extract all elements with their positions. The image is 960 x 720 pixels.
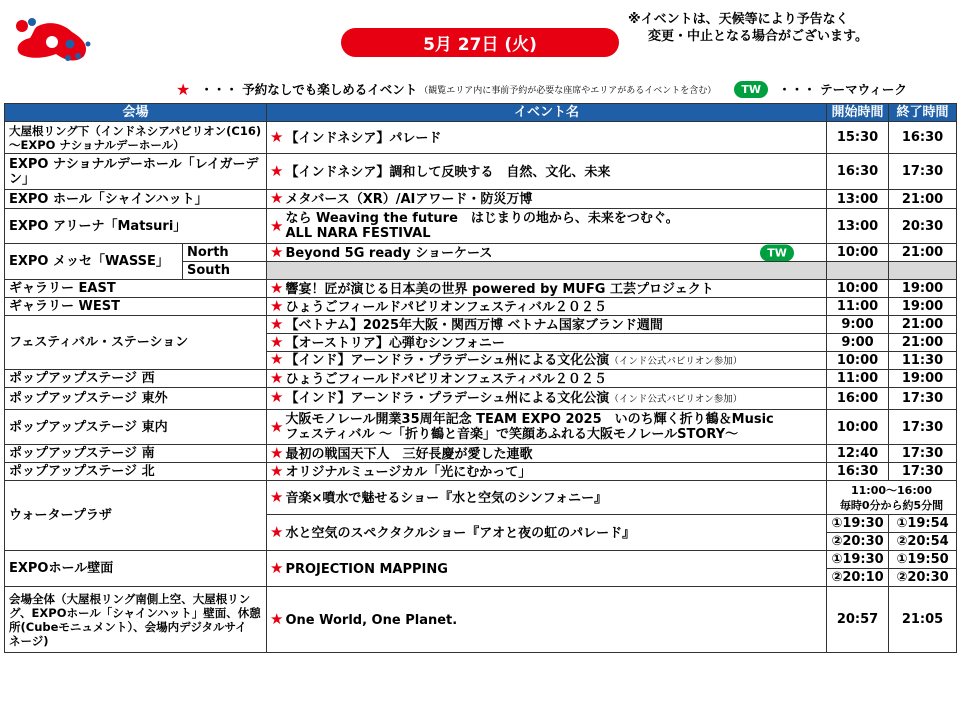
header-row — [5, 104, 957, 122]
time-range-line-2: 毎時0分から約5分間 — [839, 498, 944, 512]
event-cell — [267, 316, 827, 334]
event-cell — [267, 334, 827, 352]
end-time: 19:00 — [889, 298, 957, 316]
start-time: 13:00 — [827, 190, 889, 209]
table-row — [5, 244, 957, 262]
start-time: ①19:30 — [827, 515, 889, 533]
event-cell — [267, 209, 827, 244]
time-range-line-1: 11:00～16:00 — [851, 483, 933, 497]
table-row — [5, 410, 957, 445]
legend-tw-text: ・・・ テーマウィーク — [778, 82, 907, 97]
venue-cell: 会場全体（大屋根リング南側上空、大屋根リング、EXPOホール「シャインハット」壁面、休憩所(Cubeモニュメント）、会場内デジタルサイ ネージ) — [5, 587, 267, 653]
event-cell — [267, 410, 827, 445]
event-note: （インド公式パビリオン参加） — [609, 394, 743, 405]
start-time: 11:00 — [827, 298, 889, 316]
end-time: 21:00 — [889, 190, 957, 209]
start-time: ②20:10 — [827, 569, 889, 587]
event-name: Beyond 5G ready ショーケース — [285, 245, 493, 261]
star-icon: ★ — [270, 351, 284, 368]
date-badge: 5月 27日 (火) — [341, 28, 619, 57]
star-icon: ★ — [176, 79, 191, 99]
star-icon: ★ — [270, 297, 284, 315]
star-icon: ★ — [270, 609, 284, 628]
venue-cell: ポップアップステージ 南 — [5, 445, 267, 463]
end-time: 20:30 — [889, 209, 957, 244]
start-time: 10:00 — [827, 244, 889, 262]
venue-cell: ポップアップステージ 東内 — [5, 410, 267, 445]
empty-cell — [827, 262, 889, 280]
start-time: 9:00 — [827, 316, 889, 334]
star-icon: ★ — [270, 369, 284, 387]
start-time: 15:30 — [827, 122, 889, 154]
event-name: ひょうごフィールドパビリオンフェスティバル２０２５ — [285, 299, 607, 315]
star-icon: ★ — [270, 216, 284, 235]
start-time: 9:00 — [827, 334, 889, 352]
sub-venue-north: North — [183, 244, 267, 262]
event-name: 音楽×噴水で魅せるショー『水と空気のシンフォニー』 — [285, 490, 608, 506]
sub-venue-south: South — [183, 262, 267, 280]
event-name-line-1: なら Weaving the future はじまりの地から、未来をつむぐ。 — [285, 211, 679, 226]
event-cell — [267, 154, 827, 190]
venue-cell: ギャラリー WEST — [5, 298, 267, 316]
end-time: 16:30 — [889, 122, 957, 154]
event-cell — [267, 122, 827, 154]
star-icon: ★ — [270, 243, 284, 261]
table-row — [5, 154, 957, 190]
event-name: 【ベトナム】2025年大阪・関西万博 ベトナム国家ブランド週間 — [285, 317, 663, 333]
table-row — [5, 587, 957, 653]
event-name: 【インド】アーンドラ・プラデーシュ州による文化公演 — [285, 391, 610, 406]
table-row — [5, 370, 957, 388]
event-cell — [267, 481, 827, 515]
start-time: 13:00 — [827, 209, 889, 244]
end-time: 21:05 — [889, 587, 957, 653]
header-event: イベント名 — [267, 104, 827, 122]
end-time: 17:30 — [889, 410, 957, 445]
event-cell — [267, 587, 827, 653]
venue-cell: フェスティバル・ステーション — [5, 316, 267, 370]
star-icon: ★ — [270, 444, 284, 462]
event-name: 【インド】アーンドラ・プラデーシュ州による文化公演 — [285, 353, 610, 368]
star-icon: ★ — [270, 161, 284, 180]
event-cell — [267, 370, 827, 388]
event-cell — [267, 244, 827, 262]
event-cell — [267, 190, 827, 209]
end-time: 17:30 — [889, 154, 957, 190]
event-name-line-1: 大阪モノレール開業35周年記念 TEAM EXPO 2025 いのち輝く折り鶴＆Music — [285, 412, 774, 427]
end-time: 19:00 — [889, 370, 957, 388]
legend-star-text: ・・・ 予約なしでも楽しめるイベント — [200, 82, 418, 97]
event-name: 響宴！匠が演じる日本美の世界 powered by MUFG 工芸プロジェクト — [285, 281, 714, 297]
start-time: 10:00 — [827, 410, 889, 445]
venue-cell: EXPO アリーナ「Matsuri」 — [5, 209, 267, 244]
venue-cell: EXPOホール壁面 — [5, 551, 267, 587]
event-cell — [267, 280, 827, 298]
start-time: 16:30 — [827, 463, 889, 481]
start-time: 10:00 — [827, 280, 889, 298]
venue-cell: ギャラリー EAST — [5, 280, 267, 298]
event-name: 【オーストリア】心弾むシンフォニー — [285, 335, 505, 351]
venue-cell: ウォータープラザ — [5, 481, 267, 551]
venue-cell: EXPO メッセ「WASSE」 — [5, 244, 183, 280]
event-cell — [267, 515, 827, 551]
venue-cell: 大屋根リング下（インドネシアパビリオン(C16)～EXPO ナショナルデーホール） — [5, 122, 267, 154]
event-cell — [267, 463, 827, 481]
event-cell — [267, 388, 827, 410]
star-icon: ★ — [270, 417, 284, 436]
star-icon: ★ — [270, 333, 284, 351]
table-row — [5, 316, 957, 334]
start-time: ②20:30 — [827, 533, 889, 551]
star-icon: ★ — [270, 558, 284, 577]
end-time: 17:30 — [889, 388, 957, 410]
start-time: 16:30 — [827, 154, 889, 190]
end-time: ②20:30 — [889, 569, 957, 587]
star-icon: ★ — [270, 522, 284, 541]
theme-week-badge: TW — [734, 81, 768, 98]
table-row — [5, 481, 957, 515]
end-time: ②20:54 — [889, 533, 957, 551]
event-cell — [267, 445, 827, 463]
event-name: 【インドネシア】パレード — [285, 130, 442, 146]
legend — [176, 78, 936, 100]
end-time: 11:30 — [889, 352, 957, 370]
event-cell — [267, 551, 827, 587]
event-name: One World, One Planet. — [285, 612, 458, 628]
table-row — [5, 551, 957, 569]
event-name: オリジナルミュージカル「光にむかって」 — [285, 464, 532, 480]
header-end: 終了時間 — [889, 104, 957, 122]
venue-cell: EXPO ホール「シャインハット」 — [5, 190, 267, 209]
table-row — [5, 298, 957, 316]
event-cell — [267, 352, 827, 370]
table-row — [5, 122, 957, 154]
end-time: 21:00 — [889, 316, 957, 334]
table-row — [5, 463, 957, 481]
event-name-line-2: フェスティバル ～「折り鶴と音楽」で笑顔あふれる大阪モノレールSTORY～ — [285, 427, 739, 442]
expo-logo — [12, 16, 94, 64]
event-name: 最初の戦国天下人 三好長慶が愛した連歌 — [285, 446, 533, 462]
end-time: 21:00 — [889, 334, 957, 352]
notice-line-2: 変更・中止となる場合がございます。 — [648, 29, 868, 44]
star-icon: ★ — [270, 462, 284, 480]
end-time: 19:00 — [889, 280, 957, 298]
event-name: PROJECTION MAPPING — [285, 561, 448, 577]
event-name: 水と空気のスペクタクルショー『アオと夜の虹のパレード』 — [285, 525, 636, 541]
notice-line-1: ※イベントは、天候等により予告なく — [628, 12, 849, 27]
star-icon: ★ — [270, 127, 284, 146]
star-icon: ★ — [270, 189, 284, 207]
theme-week-badge: TW — [760, 244, 794, 261]
header-start: 開始時間 — [827, 104, 889, 122]
event-name: 【インドネシア】調和して反映する 自然、文化、未来 — [285, 164, 611, 180]
event-note: （インド公式パビリオン参加） — [609, 356, 743, 367]
header-venue: 会場 — [5, 104, 267, 122]
notice-text — [628, 11, 868, 45]
start-time: 16:00 — [827, 388, 889, 410]
venue-cell: EXPO ナショナルデーホール「レイガーデン」 — [5, 154, 267, 190]
table-row — [5, 190, 957, 209]
venue-cell: ポップアップステージ 西 — [5, 370, 267, 388]
start-time: ①19:30 — [827, 551, 889, 569]
venue-cell: ポップアップステージ 北 — [5, 463, 267, 481]
time-range — [827, 481, 957, 515]
end-time: 21:00 — [889, 244, 957, 262]
star-icon: ★ — [270, 487, 284, 506]
empty-cell — [267, 262, 827, 280]
start-time: 10:00 — [827, 352, 889, 370]
table-row — [5, 388, 957, 410]
end-time: ①19:54 — [889, 515, 957, 533]
empty-cell — [889, 262, 957, 280]
end-time: 17:30 — [889, 463, 957, 481]
star-icon: ★ — [270, 279, 284, 297]
event-cell — [267, 298, 827, 316]
start-time: 12:40 — [827, 445, 889, 463]
table-row — [5, 209, 957, 244]
star-icon: ★ — [270, 315, 284, 333]
star-icon: ★ — [270, 388, 284, 406]
legend-star-note: （観覧エリア内に事前予約が必要な座席やエリアがあるイベントを含む） — [419, 85, 717, 96]
event-name: メタバース（XR）/AIアワード・防災万博 — [285, 192, 533, 207]
start-time: 11:00 — [827, 370, 889, 388]
event-name-line-2: ALL NARA FESTIVAL — [285, 226, 431, 241]
table-row — [5, 280, 957, 298]
table-row — [5, 445, 957, 463]
event-name: ひょうごフィールドパビリオンフェスティバル２０２５ — [285, 371, 607, 387]
end-time: 17:30 — [889, 445, 957, 463]
end-time: ①19:50 — [889, 551, 957, 569]
event-table — [4, 103, 957, 653]
venue-cell: ポップアップステージ 東外 — [5, 388, 267, 410]
start-time: 20:57 — [827, 587, 889, 653]
